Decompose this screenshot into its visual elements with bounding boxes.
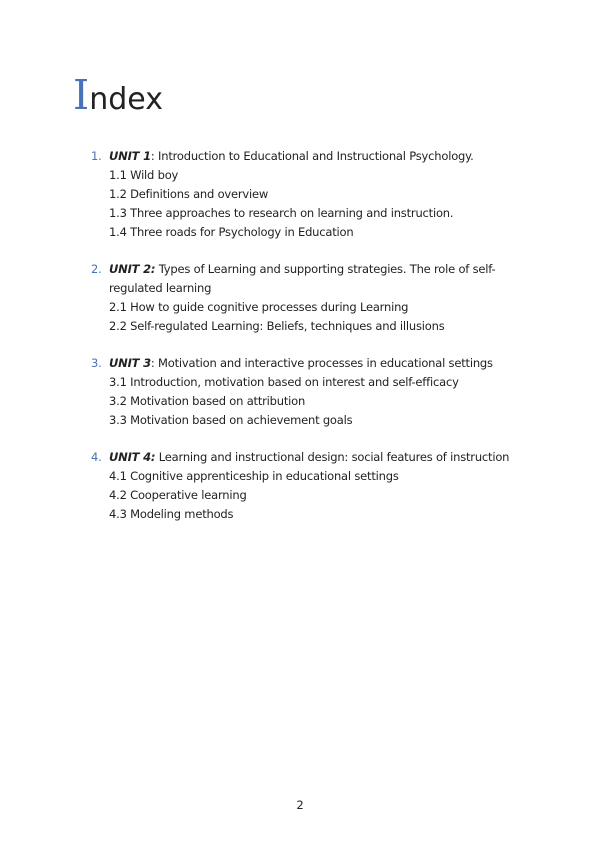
subitem: 2.2 Self-regulated Learning: Beliefs, techniques and illusions bbox=[109, 319, 445, 333]
unit-label: UNIT 1 bbox=[109, 149, 151, 163]
unit-heading bbox=[109, 260, 531, 298]
subitem: 1.2 Definitions and overview bbox=[109, 187, 269, 201]
subitem: 3.2 Motivation based on attribution bbox=[109, 394, 306, 408]
unit-label: UNIT 2: bbox=[109, 262, 156, 276]
unit-separator: : bbox=[150, 149, 159, 163]
unit-sublist bbox=[109, 166, 531, 242]
unit-item bbox=[91, 147, 531, 242]
unit-label: UNIT 4: bbox=[109, 450, 156, 464]
unit-number: 4. bbox=[91, 450, 102, 464]
subitem: 4.3 Modeling methods bbox=[109, 507, 234, 521]
unit-heading bbox=[109, 147, 531, 166]
unit-description: Motivation and interactive processes in educational settings bbox=[158, 356, 493, 370]
unit-number: 3. bbox=[91, 356, 102, 370]
unit-item bbox=[91, 260, 531, 336]
subitem: 3.3 Motivation based on achievement goals bbox=[109, 413, 353, 427]
unit-heading bbox=[109, 448, 531, 467]
unit-sublist bbox=[109, 467, 531, 524]
unit-separator: : bbox=[150, 356, 159, 370]
unit-sublist bbox=[109, 373, 531, 430]
subitem: 1.1 Wild boy bbox=[109, 168, 179, 182]
subitem: 3.1 Introduction, motivation based on interest and self-efficacy bbox=[109, 375, 459, 389]
unit-number: 2. bbox=[91, 262, 102, 276]
unit-item bbox=[91, 354, 531, 430]
unit-label: UNIT 3 bbox=[109, 356, 151, 370]
unit-heading bbox=[109, 354, 531, 373]
unit-description: Introduction to Educational and Instructional Psychology. bbox=[158, 149, 474, 163]
unit-description: Learning and instructional design: social features of instruction bbox=[158, 450, 510, 464]
subitem: 1.4 Three roads for Psychology in Education bbox=[109, 225, 354, 239]
page-number: 2 bbox=[296, 798, 304, 812]
unit-number: 1. bbox=[91, 149, 102, 163]
index-list bbox=[91, 147, 531, 542]
subitem: 4.1 Cognitive apprenticeship in educational settings bbox=[109, 469, 399, 483]
title-initial: I bbox=[73, 71, 90, 119]
unit-description: Types of Learning and supporting strategies. The role of self-regulated learning bbox=[109, 262, 496, 295]
unit-item bbox=[91, 448, 531, 524]
subitem: 2.1 How to guide cognitive processes during Learning bbox=[109, 300, 409, 314]
page-title bbox=[73, 72, 163, 123]
subitem: 4.2 Cooperative learning bbox=[109, 488, 247, 502]
title-rest: ndex bbox=[89, 82, 163, 117]
unit-sublist bbox=[109, 298, 531, 336]
subitem: 1.3 Three approaches to research on learning and instruction. bbox=[109, 206, 454, 220]
